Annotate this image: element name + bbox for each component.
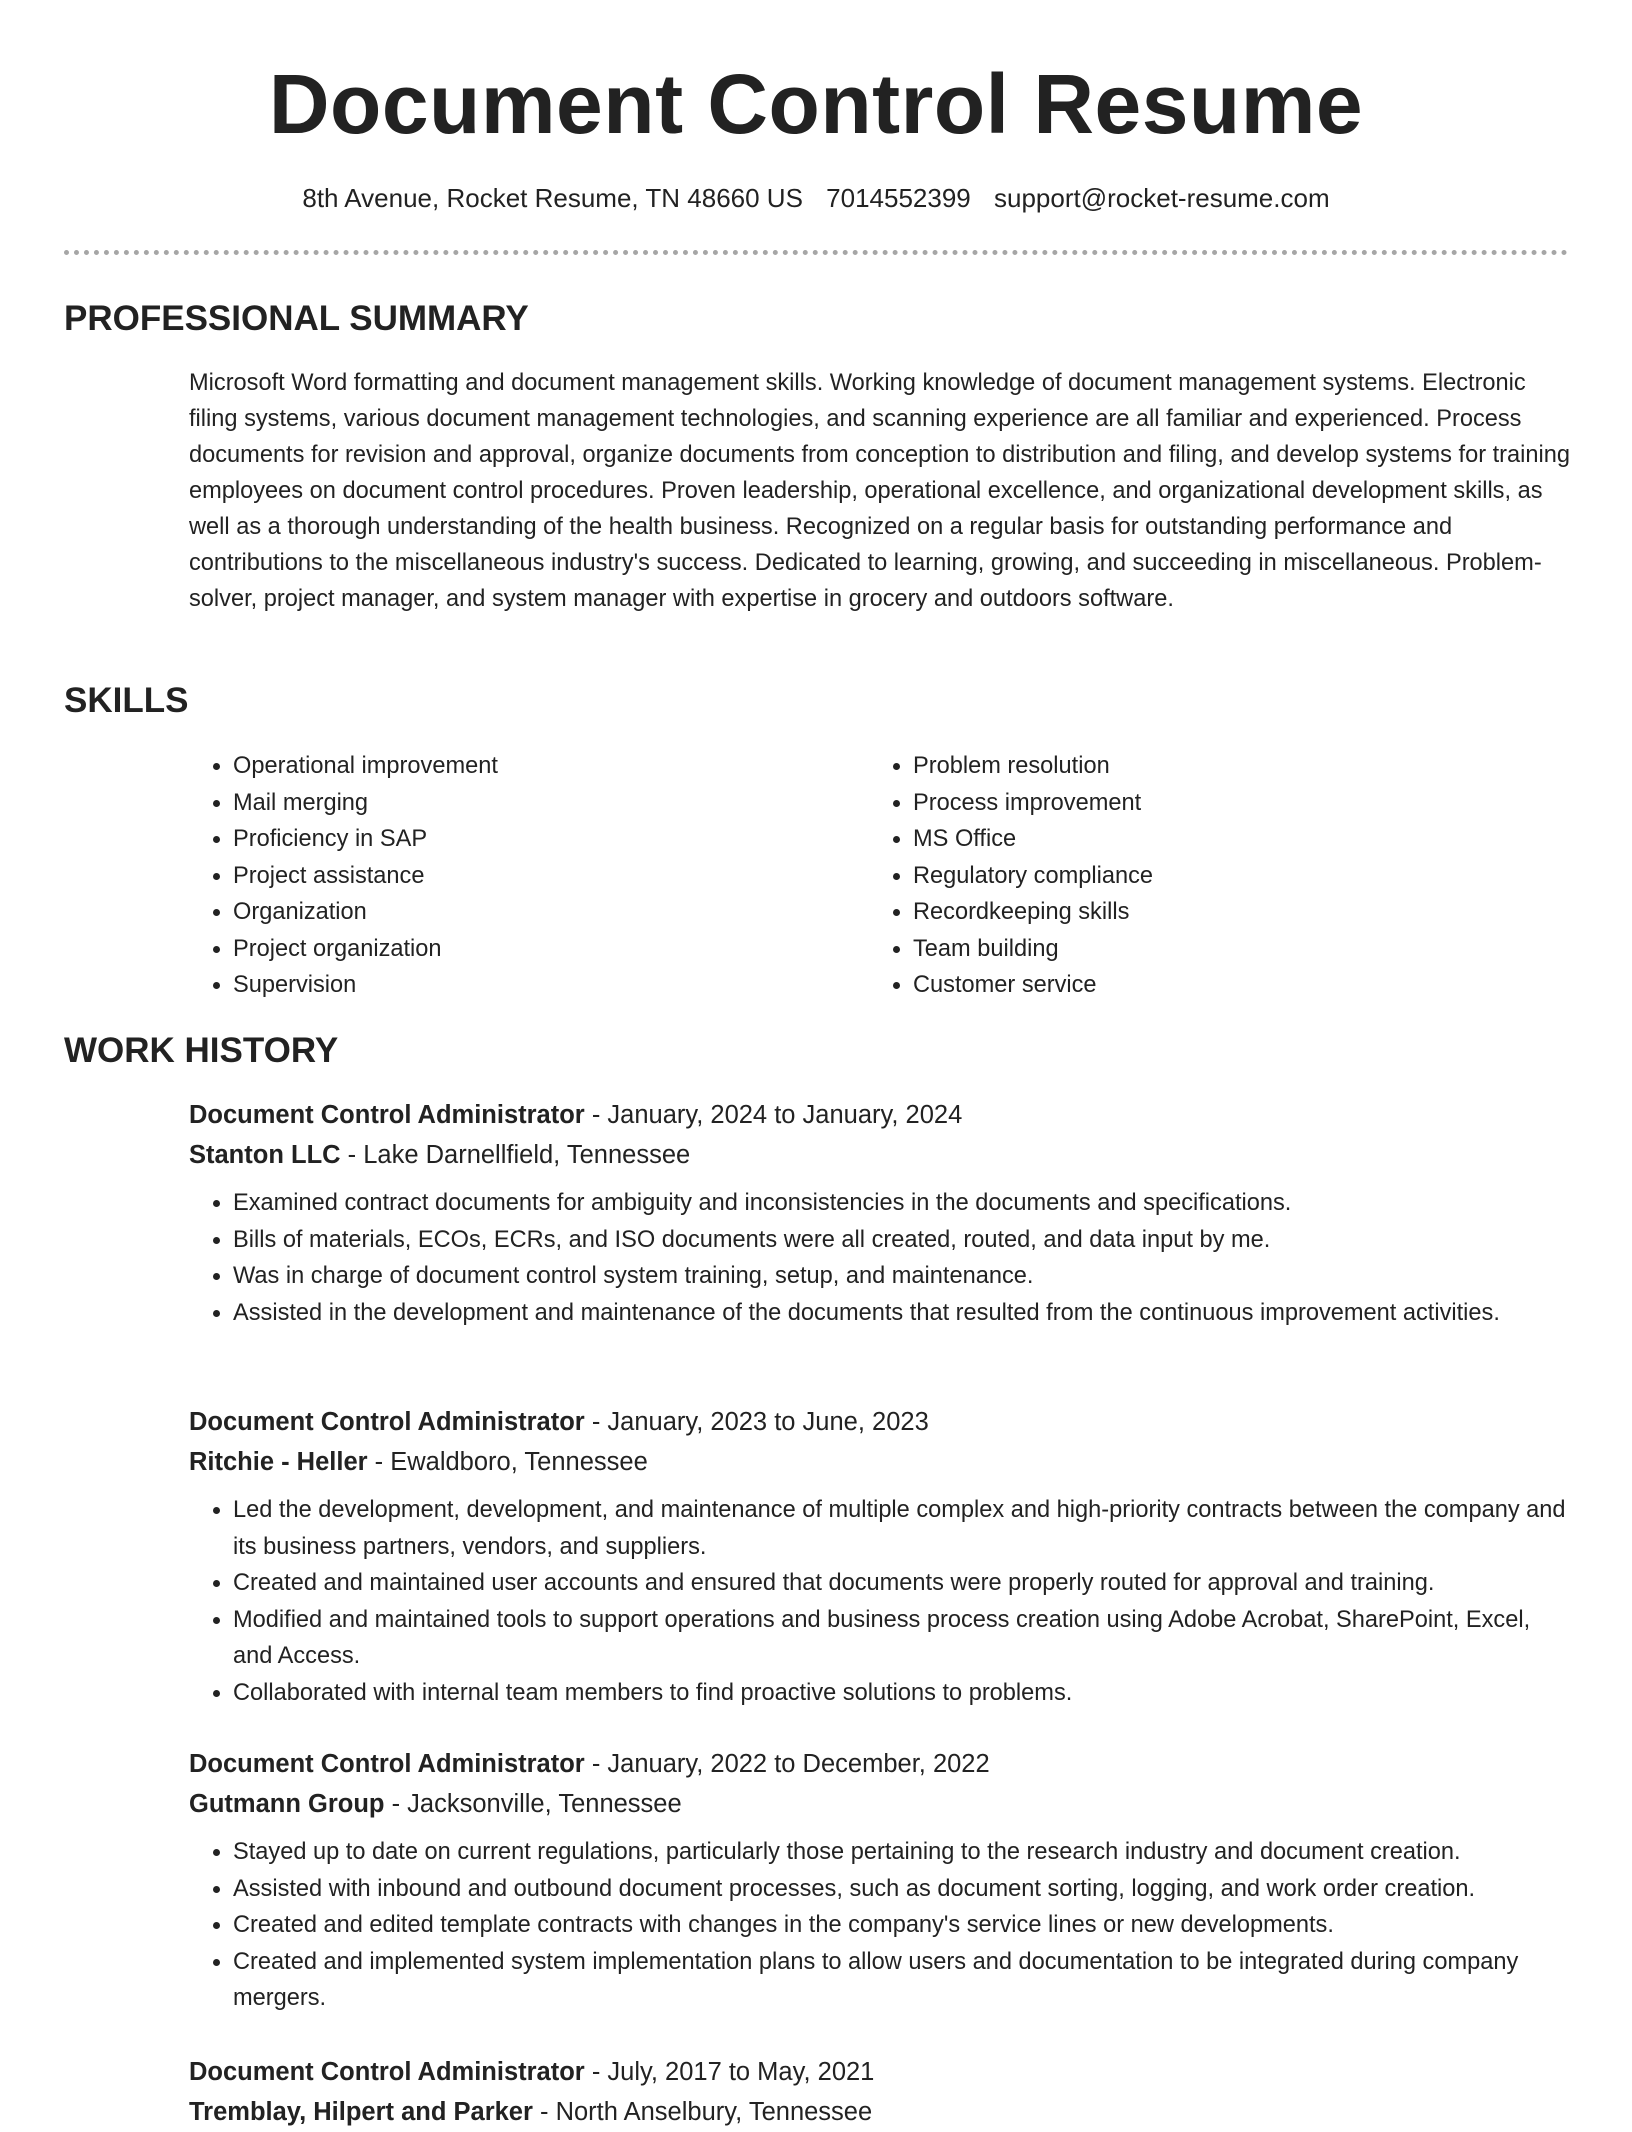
job-bullet: • Examined contract documents for ambiguity and inconsistencies in the documents and specifications.	[233, 1185, 1571, 1222]
contact-address: 8th Avenue, Rocket Resume, TN 48660 US	[302, 183, 803, 213]
job-bullet: • Created and edited template contracts with changes in the company's service lines or new developments.	[233, 1907, 1571, 1944]
skill-item: • MS Office	[913, 821, 1153, 858]
job-location: - Ewaldboro, Tennessee	[367, 1448, 648, 1476]
skill-item: • Mail merging	[233, 785, 498, 822]
job-location: - North Anselbury, Tennessee	[532, 2098, 873, 2126]
job-company: Stanton LLC	[189, 1141, 341, 1169]
summary-text: Microsoft Word formatting and document management skills. Working knowledge of document management systems. Electronic filing systems, various document management technologies, and scanning experience are all familiar and experienced. Process documents for revision and approval, organize documents from conception to distribution and filing, and develop systems for training employees on document control procedures. Proven leadership, operational excellence, and organizational development skills, as well as a thorough understanding of the health business. Recognized on a regular basis for outstanding performance and contributions to the miscellaneous industry's success. Dedicated to learning, growing, and succeeding in miscellaneous. Problem-solver, project manager, and system manager with expertise in grocery and outdoors software.	[189, 370, 1570, 612]
job-company: Gutmann Group	[189, 1790, 385, 1818]
job-company-line	[189, 1442, 1571, 1482]
job-role: Document Control Administrator	[189, 1408, 585, 1436]
job-entry	[189, 1095, 1571, 1331]
job-bullet: • Was in charge of document control system training, setup, and maintenance.	[233, 1258, 1571, 1295]
job-bullet: • Created and implemented system implementation plans to allow users and documentation to be integrated during company mergers.	[233, 1944, 1571, 2017]
job-entry	[189, 1402, 1571, 1711]
job-bullet: • Modified and maintained tools to support operations and business process creation using Adobe Acrobat, SharePoint, Excel, and Access.	[233, 1602, 1571, 1675]
job-dates: - July, 2017 to May, 2021	[584, 2058, 875, 2086]
skill-item: • Problem resolution	[913, 748, 1153, 785]
job-dates: - January, 2023 to June, 2023	[584, 1408, 929, 1436]
skill-item: • Project assistance	[233, 858, 498, 895]
job-bullet: • Assisted with inbound and outbound document processes, such as document sorting, logging, and work order creation.	[233, 1871, 1571, 1908]
skill-item: • Recordkeeping skills	[913, 894, 1153, 931]
skill-item: • Operational improvement	[233, 748, 498, 785]
work-history-heading: WORK HISTORY	[64, 1031, 339, 1070]
job-bullet: • Created and maintained user accounts and ensured that documents were properly routed for approval and training.	[233, 1565, 1571, 1602]
job-dates: - January, 2022 to December, 2022	[584, 1750, 990, 1778]
job-title-line	[189, 1744, 1571, 1784]
contact-line	[0, 180, 1632, 216]
job-bullet: • Stayed up to date on current regulations, particularly those pertaining to the research industry and document creation.	[233, 1834, 1571, 1871]
job-company: Tremblay, Hilpert and Parker	[189, 2098, 533, 2126]
job-entry	[189, 1744, 1571, 2017]
job-entry	[189, 2052, 1571, 2132]
job-company-line	[189, 1135, 1571, 1175]
job-role: Document Control Administrator	[189, 1101, 585, 1129]
job-title-line	[189, 1402, 1571, 1442]
job-bullets	[189, 1834, 1571, 2017]
skill-item: • Project organization	[233, 931, 498, 968]
skill-item: • Team building	[913, 931, 1153, 968]
job-company: Ritchie - Heller	[189, 1448, 368, 1476]
job-title-line	[189, 1095, 1571, 1135]
job-location: - Lake Darnellfield, Tennessee	[340, 1141, 691, 1169]
summary-heading: PROFESSIONAL SUMMARY	[64, 299, 529, 338]
resume-title: Document Control Resume	[268, 57, 1364, 151]
skill-item: • Regulatory compliance	[913, 858, 1153, 895]
contact-email: support@rocket-resume.com	[994, 183, 1330, 213]
job-company-line	[189, 2092, 1571, 2132]
job-bullet: • Assisted in the development and maintenance of the documents that resulted from the continuous improvement activities.	[233, 1295, 1571, 1332]
job-bullet: • Led the development, development, and maintenance of multiple complex and high-priority contracts between the company and its business partners, vendors, and suppliers.	[233, 1492, 1571, 1565]
skills-heading: SKILLS	[64, 681, 189, 720]
skills-list-left	[189, 748, 498, 1004]
job-bullet: • Collaborated with internal team members to find proactive solutions to problems.	[233, 1675, 1571, 1712]
job-bullet: • Bills of materials, ECOs, ECRs, and ISO documents were all created, routed, and data input by me.	[233, 1222, 1571, 1259]
job-company-line	[189, 1784, 1571, 1824]
skills-list-right	[869, 748, 1153, 1004]
skill-item: • Proficiency in SAP	[233, 821, 498, 858]
contact-phone: 7014552399	[826, 183, 971, 213]
job-role: Document Control Administrator	[189, 1750, 585, 1778]
job-dates: - January, 2024 to January, 2024	[584, 1101, 963, 1129]
job-bullets	[189, 1185, 1571, 1331]
skill-item: • Process improvement	[913, 785, 1153, 822]
header-divider	[64, 250, 1568, 255]
job-bullets	[189, 1492, 1571, 1711]
job-location: - Jacksonville, Tennessee	[384, 1790, 682, 1818]
skill-item: • Organization	[233, 894, 498, 931]
skill-item: • Customer service	[913, 967, 1153, 1004]
job-role: Document Control Administrator	[189, 2058, 585, 2086]
skill-item: • Supervision	[233, 967, 498, 1004]
job-title-line	[189, 2052, 1571, 2092]
